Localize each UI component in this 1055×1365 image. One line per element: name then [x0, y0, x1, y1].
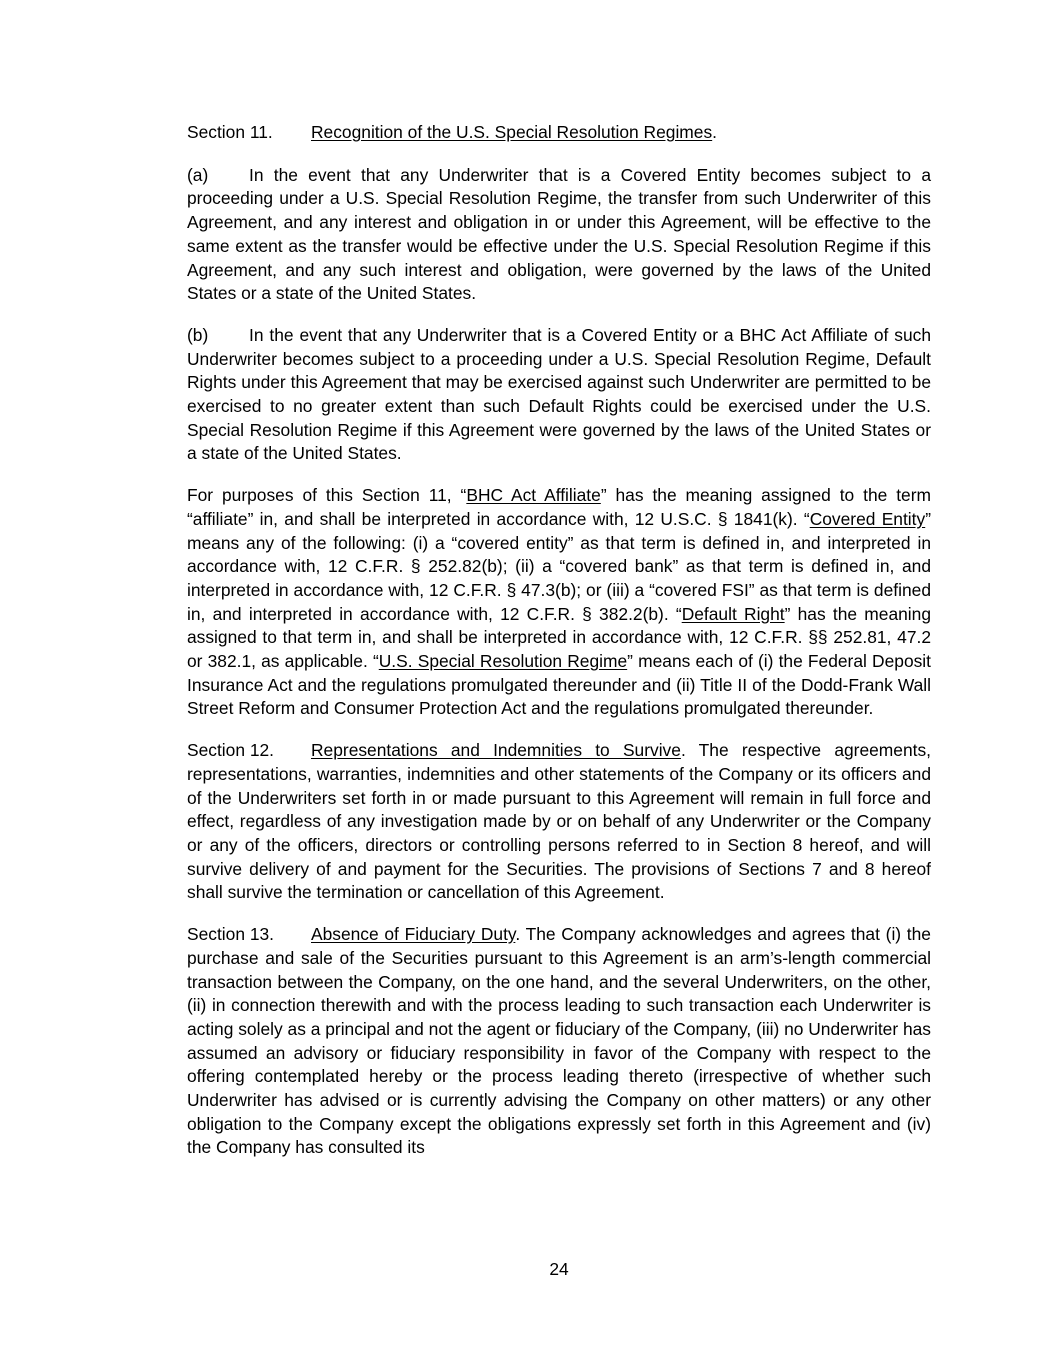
section-12-text: . The respective agreements, representations, warranties, indemnities and other statements of the Company or its officers and of the Underwriters set forth in or made pursuant to this Agreement will remain in full force and effect, regardless of any investigation made by or on behalf of any Underwriter or the Company or any of the officers, directors or controlling persons referred to in Section 8 hereof, and will survive delivery of and payment for the Securities. The provisions of Sections 7 and 8 hereof shall survive the termination or cancellation of this Agreement.: [187, 740, 931, 903]
paragraph-b-text: In the event that any Underwriter that is a Covered Entity or a BHC Act Affiliate of such Underwriter becomes subject to a proceeding under a U.S. Special Resolution Regime, Default Rights under this Agreement that may be exercised against such Underwriter are permitted to be exercised to no greater extent than such Default Rights could be exercised under the U.S. Special Resolution Regime if this Agreement were governed by the laws of the United States or a state of the United States.: [187, 324, 931, 464]
section-11-title: Recognition of the U.S. Special Resolution Regimes: [311, 122, 713, 142]
paragraph-a-text: In the event that any Underwriter that is a Covered Entity becomes subject to a proceeding under a U.S. Special Resolution Regime, the transfer from such Underwriter of this Agreement, and any interest and obligation in or under this Agreement, will be effective to the same extent as the transfer would be effective under the U.S. Special Resolution Regime if this Agreement, and any such interest and obligation, were governed by the laws of the United States or a state of the United States.: [187, 164, 931, 304]
section-13-paragraph: [187, 923, 931, 1160]
section-13-title: Absence of Fiduciary Duty: [311, 924, 516, 945]
definitions-text-1: For purposes of this Section 11, “: [187, 485, 467, 506]
section-12-paragraph: [187, 739, 931, 905]
defined-term-bhc-act-affiliate: BHC Act Affiliate: [466, 485, 601, 506]
section-12-number: Section 12.: [187, 740, 275, 761]
defined-term-covered-entity: Covered Entity: [809, 508, 926, 529]
definitions-text-5: ” means each of (i) the Federal Deposit Insurance Act and the regulations promulgated thereunder and (ii) Title II of the Dodd-Frank Wall Street Reform and Consumer Protection Act and the regulations promulgated thereunder.: [187, 651, 932, 719]
document-page: [187, 121, 931, 1178]
section-13-text: . The Company acknowledges and agrees that (i) the purchase and sale of the Securities pursuant to this Agreement is an arm’s-length commercial transaction between the Company, on the one hand, and the several Underwriters, on the other, (ii) in connection therewith and with the process leading to such transaction each Underwriter is acting solely as a principal and not the agent or fiduciary of the Company, (iii) no Underwriter has assumed an advisory or fiduciary responsibility in favor of the Company with respect to the offering contemplated hereby or the process leading thereto (irrespective of whether such Underwriter has advised or is currently advising the Company on other matters) or any other obligation to the Company except the obligations expressly set forth in this Agreement and (iv) the Company has consulted its: [187, 924, 931, 1158]
section-11-paragraph-b: [187, 324, 931, 466]
page-number: 24: [549, 1259, 569, 1279]
definitions-text-2: ” has the meaning assigned to the term “affiliate” in, and shall be interpreted in accordance with, 12 U.S.C. § 1841(k). “: [187, 485, 931, 529]
section-11-number: Section 11.: [187, 122, 273, 142]
section-11-definitions: [187, 484, 931, 721]
section-11-paragraph-a: [187, 164, 931, 306]
section-12-title: Representations and Indemnities to Survive: [311, 740, 681, 761]
definitions-text-4: ” has the meaning assigned to that term in, and shall be interpreted in accordance with, 12 C.F.R. §§ 252.81, 47.2 or 382.1, as applicable. “: [187, 603, 932, 672]
paragraph-b-label: (b): [187, 324, 209, 345]
paragraph-a-label: (a): [187, 164, 209, 185]
section-11-title-end: .: [712, 122, 718, 142]
section-11-heading: [187, 121, 931, 145]
defined-term-special-resolution-regime: U.S. Special Resolution Regime: [378, 651, 628, 672]
definitions-text-3: ” means any of the following: (i) a “covered entity” as that term is defined in, and interpreted in accordance with, 12 C.F.R. § 252.82(b); (ii) a “covered bank” as that term is defined in, and interpreted in accordance with, 12 C.F.R. § 47.3(b); or (iii) a “covered FSI” as that term is defined in, and interpreted in accordance with, 12 C.F.R. § 382.2(b). “: [187, 508, 931, 624]
defined-term-default-right: Default Right: [681, 603, 785, 624]
section-13-number: Section 13.: [187, 924, 275, 945]
